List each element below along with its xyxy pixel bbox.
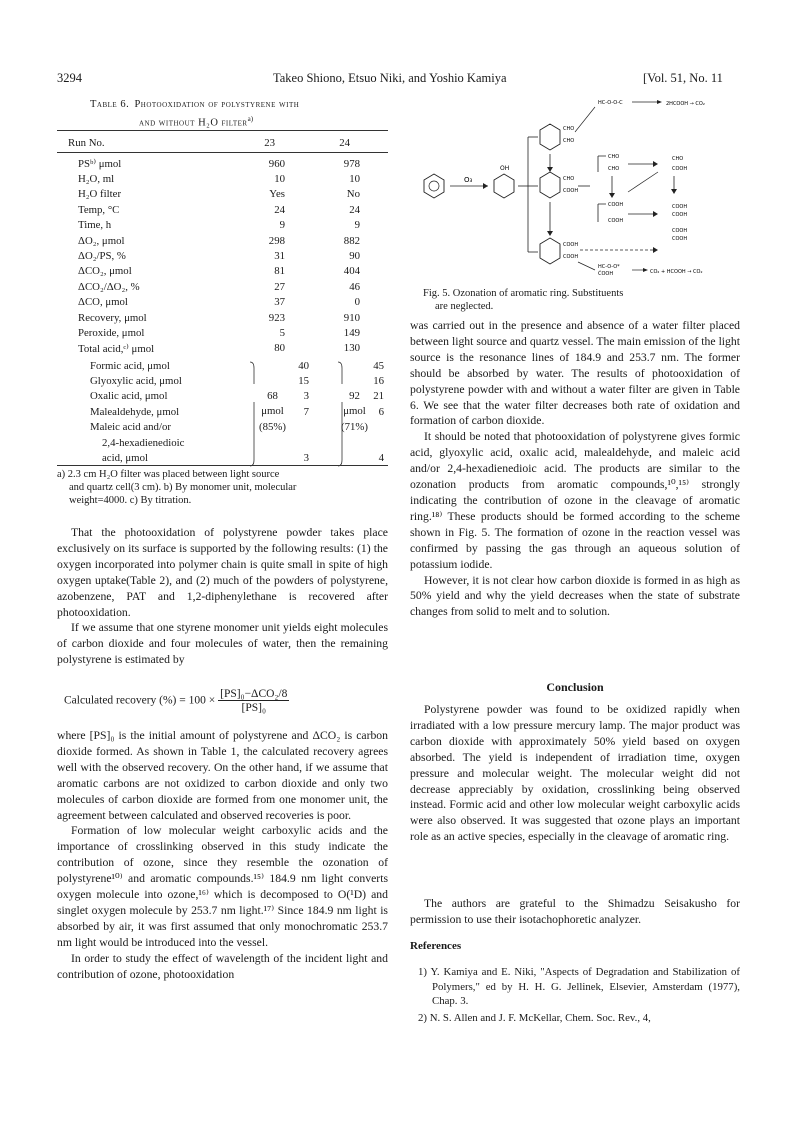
table-cell: 45 bbox=[373, 359, 384, 372]
reference-item: 1) Y. Kamiya and E. Niki, "Aspects of Degradation and Stabilization of Polymers," ed by H. H. G. Jellinek, Elsevier, Amsterdam (1977), Chap. 3. bbox=[418, 966, 740, 1007]
carboxyl-label: COOH bbox=[608, 202, 624, 208]
table-row bbox=[78, 202, 360, 217]
table-cell: 90 bbox=[349, 250, 360, 263]
aldehyde-label: CHO bbox=[608, 154, 620, 160]
left-column bbox=[57, 525, 388, 668]
table-cell: Yes bbox=[269, 188, 285, 201]
ozonide-label: HC-O-O* bbox=[598, 264, 620, 270]
table-cell: 80 bbox=[274, 342, 285, 355]
table-row bbox=[78, 310, 360, 325]
table-cell: H₂O filter bbox=[78, 188, 122, 201]
left-column-continued bbox=[57, 728, 388, 983]
group23-pct: (85%) bbox=[259, 420, 286, 433]
table-cell: 2,4-hexadienedioic bbox=[102, 436, 185, 449]
figure5-caption-line: Fig. 5. Ozonation of aromatic ring. Substituents bbox=[423, 288, 624, 299]
table6-title-line1: Photooxidation of polystyrene with bbox=[134, 99, 300, 110]
table6-footnotes bbox=[57, 468, 388, 507]
table-row bbox=[78, 171, 360, 186]
table-cell: 15 bbox=[298, 375, 309, 388]
equation-lhs: Calculated recovery (%) = 100 × bbox=[64, 694, 216, 707]
group24-summary bbox=[341, 389, 368, 435]
ozonide-label: HC-O-O-C bbox=[598, 100, 623, 106]
table-cell: 3 bbox=[303, 452, 309, 465]
table-cell: 923 bbox=[268, 311, 285, 324]
table-row bbox=[78, 187, 360, 202]
recovery-equation bbox=[64, 688, 384, 714]
table-cell: 81 bbox=[274, 265, 285, 278]
ozone-label: O₃ bbox=[464, 176, 473, 184]
table-cell: Time, h bbox=[78, 219, 112, 232]
aldehyde-label: CHO bbox=[563, 176, 575, 182]
carboxyl-label: COOH bbox=[672, 236, 688, 242]
group23-summary bbox=[259, 389, 286, 435]
table6-top-rule bbox=[57, 130, 388, 131]
equation-denominator: [PS]₀ bbox=[241, 702, 266, 714]
aldehyde-label: CHO bbox=[608, 166, 620, 172]
table-cell: 978 bbox=[343, 157, 360, 170]
table-cell: Total acid,ᶜ⁾ μmol bbox=[78, 342, 155, 355]
table6-caption bbox=[90, 98, 299, 131]
table6-head-rule bbox=[57, 152, 388, 153]
figure5-caption-line: are neglected. bbox=[435, 301, 494, 312]
paragraph: where [PS]₀ is the initial amount of polystyrene and ΔCO₂ is carbon dioxide formed. As shown in Table 1, the calculated recovery agrees well with the observed recovery. On the other hand, if we assume that aromatic carbons are not oxidized to carbon dioxide and only two molecules of carbon dioxide are formed from one monomer unit, the agreement between calculated and observed recoveries is poor. bbox=[57, 729, 388, 822]
table6-head-cell: 24 bbox=[339, 136, 350, 149]
table-cell: 3 bbox=[303, 390, 309, 403]
aldehyde-label: CHO bbox=[563, 138, 575, 144]
table-cell: No bbox=[346, 188, 360, 201]
running-authors: Takeo Shiono, Etsuo Niki, and Yoshio Kamiya bbox=[273, 71, 507, 85]
table-cell: 24 bbox=[274, 203, 285, 216]
table-cell: 10 bbox=[349, 173, 360, 186]
table6-footnote: and quartz cell(3 cm). b) By monomer unit, molecular bbox=[69, 482, 297, 493]
table-cell: ΔCO₂, μmol bbox=[78, 265, 132, 278]
table-cell: 7 bbox=[303, 405, 309, 418]
group23-unit: μmol bbox=[261, 405, 284, 418]
table-cell: 149 bbox=[343, 326, 360, 339]
group23-total: 68 bbox=[267, 390, 278, 402]
table-cell: Glyoxylic acid, μmol bbox=[90, 375, 182, 388]
paragraph: If we assume that one styrene monomer unit yields eight molecules of carbon dioxide and four molecules of water, then the remaining polystyrene is estimated by bbox=[57, 621, 388, 667]
table6-footnote: a) 2.3 cm H₂O filter was placed between light source bbox=[57, 469, 280, 480]
table6-title-note: a) bbox=[247, 115, 254, 123]
table-cell: 5 bbox=[279, 326, 285, 339]
equation-fraction bbox=[218, 688, 289, 714]
table-cell: ΔO₂, μmol bbox=[78, 234, 125, 247]
paragraph: That the photooxidation of polystyrene powder takes place exclusively on its surface is supported by the following results: (1) the oxygen incorporated into polymer chain is quite small in spite of high oxygen uptake(Table 2), and (2) much of the powders of polystyrene, azobenzene, PAT and 1,2-diphenylethane is recovered after photooxidation. bbox=[57, 526, 388, 619]
table-cell: 40 bbox=[298, 359, 309, 372]
page-number: 3294 bbox=[57, 71, 82, 85]
table-cell: Temp, °C bbox=[78, 203, 120, 216]
table-row bbox=[78, 233, 360, 248]
aldehyde-label: CHO bbox=[672, 156, 684, 162]
table-row bbox=[78, 279, 360, 294]
table-cell: 9 bbox=[279, 219, 285, 232]
table-cell: 37 bbox=[274, 296, 285, 309]
carboxyl-label: COOH bbox=[672, 204, 688, 210]
equation-numerator: [PS]₀−ΔCO₂/8 bbox=[220, 688, 288, 700]
paragraph: The authors are grateful to the Shimadzu Seisakusho for permission to use their isotachophoretic analyzer. bbox=[410, 897, 740, 926]
table-cell: PSᵇ⁾ μmol bbox=[78, 158, 122, 171]
table-cell: ΔCO₂/ΔO₂, % bbox=[78, 280, 140, 293]
table6-title-line2: and without H₂O filter bbox=[139, 117, 248, 129]
paragraph: It should be noted that photooxidation of polystyrene gives formic acid, glyoxylic acid, oxalic acid, malealdehyde, and maleic acid and/or 2,4-hexadienedioic acid. The products are similar to the ozonation products from aromatic compounds,¹⁰,¹⁵⁾ strongly indicating the contribution of ozone in the cleavage of aromatic ring.¹⁸⁾ These products should be formed according to the scheme shown in Fig. 5. The formation of ozone in the reaction vessel was confirmed by passing the gas through an aqueous solution of potassium iodide. bbox=[410, 430, 740, 571]
table-cell: 910 bbox=[343, 311, 360, 324]
hydroxyl-label: OH bbox=[500, 165, 510, 172]
table6-bottom-rule bbox=[57, 465, 388, 466]
table-cell: 960 bbox=[268, 157, 285, 170]
figure5-scheme bbox=[410, 92, 740, 277]
table-cell: H₂O, ml bbox=[78, 173, 115, 186]
table-cell: 31 bbox=[274, 250, 285, 263]
paragraph: was carried out in the presence and absence of a water filter placed between light source and quartz vessel. The main emission of the light source is the resonance lines of 184.9 and 253.7 nm. The former should be absorbed by water. The results of photooxidation of polystyrene powder with and without a water filter are given in Table 6. We see that the water filter decreases both rate of oxidation and formation of carbon dioxide. bbox=[410, 319, 740, 428]
table-cell: ΔO₂/PS, % bbox=[78, 250, 126, 263]
table-cell: 130 bbox=[343, 342, 360, 355]
conclusion-body bbox=[410, 702, 740, 845]
table-cell: ΔCO, μmol bbox=[78, 296, 128, 309]
paragraph: Polystyrene powder was found to be oxidized rapidly when irradiated with a low pressure mercury lamp. The major product was carbon dioxide with approximately 50% yield based on oxygen absorbed. The yield is independent of irradiation time, oxygen pressure and molecular weight. The molecular weight did not decrease appreciably by oxidation, crosslinking being observed instead. Formic acid and other low molecular weight carboxylic acids were also observed. It was suggested that ozone plays an important role as an active species, especially in the cleavage of aromatic ring. bbox=[410, 703, 740, 844]
table-cell: 21 bbox=[373, 390, 384, 403]
co2-products-label: CO₂ + HCOOH → CO₂ bbox=[650, 269, 703, 275]
aldehyde-label: CHO bbox=[563, 126, 575, 132]
group24-pct: (71%) bbox=[341, 420, 368, 433]
right-column bbox=[410, 318, 740, 620]
table-row bbox=[78, 156, 360, 171]
conclusion-heading: Conclusion bbox=[546, 680, 604, 694]
table-cell: Recovery, μmol bbox=[78, 311, 147, 324]
table-cell: 9 bbox=[354, 219, 360, 232]
table-cell: 882 bbox=[343, 234, 360, 247]
carboxyl-label: COOH bbox=[672, 228, 688, 234]
paragraph: However, it is not clear how carbon dioxide is formed in as high as 50% yield and why the yield decreases when the state of substrate changes from solid to melt and to solution. bbox=[410, 573, 740, 619]
table-cell: 298 bbox=[268, 234, 285, 247]
table-cell: 6 bbox=[378, 405, 384, 418]
references-heading: References bbox=[410, 940, 462, 952]
table-row bbox=[78, 264, 360, 279]
paragraph: Formation of low molecular weight carboxylic acids and the importance of crosslinking observed in this study indicate the contribution of ozone, since they resemble the ozonation of polystyrene¹⁰⁾ and aromatic compounds.¹⁵⁾ 184.9 nm light converts oxygen molecule into ozone,¹⁶⁾ which is decomposed to O(¹D) and singlet oxygen molecule by 253.7 nm light.¹⁷⁾ Since 184.9 nm light is absorbed by air, it was first assumed that only monochromatic 253.7 nm light would be introduced into the vessel. bbox=[57, 824, 388, 949]
carboxyl-label: COOH bbox=[563, 242, 579, 248]
table6-footnote: weight=4000. c) By titration. bbox=[69, 495, 192, 506]
table-cell: Peroxide, μmol bbox=[78, 326, 145, 339]
carboxyl-label: COOH bbox=[563, 188, 579, 194]
table-cell: 27 bbox=[274, 280, 285, 293]
table-cell: 0 bbox=[354, 296, 360, 309]
table6 bbox=[68, 135, 350, 150]
table6-head-cell: 23 bbox=[264, 136, 275, 149]
table-cell: Oxalic acid, μmol bbox=[90, 390, 168, 403]
paragraph: In order to study the effect of wavelength of the incident light and contribution of ozone, photooxidation bbox=[57, 951, 388, 981]
table-cell: Formic acid, μmol bbox=[90, 359, 170, 372]
table6-head-cell: Run No. bbox=[68, 136, 105, 149]
carboxyl-label: COOH bbox=[672, 166, 688, 172]
table-cell: acid, μmol bbox=[102, 452, 148, 465]
benzene-ring-icon bbox=[424, 174, 444, 198]
table6-label: Table 6. bbox=[90, 99, 130, 110]
table-row bbox=[78, 295, 360, 310]
ozonide-label: ĊOOH bbox=[598, 271, 614, 277]
running-volume: [Vol. 51, No. 11 bbox=[643, 71, 723, 85]
table-cell: 4 bbox=[378, 452, 384, 465]
table6-body bbox=[78, 156, 360, 356]
carboxyl-label: COOH bbox=[563, 254, 579, 260]
table-row bbox=[78, 218, 360, 233]
formic-to-co2-label: 2HCOOH → CO₂ bbox=[666, 101, 705, 107]
table-cell: 46 bbox=[349, 280, 360, 293]
table-row bbox=[78, 341, 360, 356]
table-row bbox=[78, 248, 360, 263]
carboxyl-label: COOH bbox=[672, 212, 688, 218]
group24-unit: μmol bbox=[343, 405, 366, 418]
acknowledgement bbox=[410, 896, 740, 928]
carboxyl-label: COOH bbox=[608, 218, 624, 224]
table-cell: Malealdehyde, μmol bbox=[90, 405, 180, 418]
table-cell: 404 bbox=[343, 265, 360, 278]
table-cell: Maleic acid and/or bbox=[90, 421, 171, 434]
table-row bbox=[78, 325, 360, 340]
table-cell: 24 bbox=[349, 203, 360, 216]
table6-header-row bbox=[68, 135, 350, 150]
table-cell: 16 bbox=[373, 375, 384, 388]
group24-total: 92 bbox=[349, 390, 360, 402]
table-cell: 10 bbox=[274, 173, 285, 186]
references-list bbox=[410, 965, 740, 1027]
figure5-caption bbox=[423, 287, 739, 313]
reference-item: 2) N. S. Allen and J. F. McKellar, Chem. Soc. Rev., 4, bbox=[418, 1011, 651, 1024]
